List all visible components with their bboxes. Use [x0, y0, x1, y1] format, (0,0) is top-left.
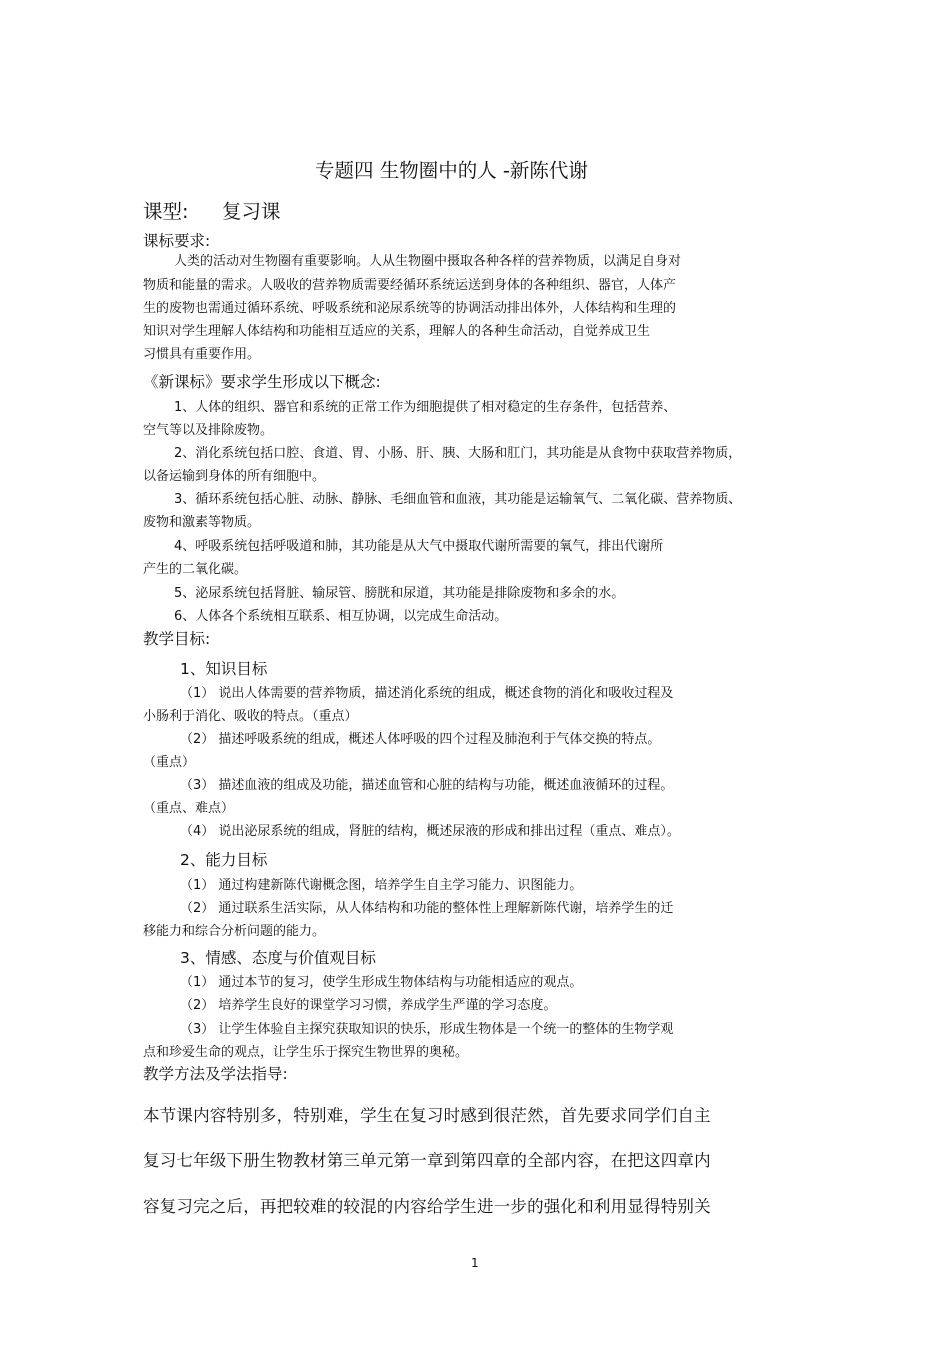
emotion-line: （2） 培养学生良好的课堂学习习惯，养成学生严谨的学习态度。 — [180, 998, 557, 1013]
methods-line: 复习七年级下册生物教材第三单元第一章到第四章的全部内容，在把这四章内 — [143, 1151, 711, 1170]
concept-line: 2、消化系统包括口腔、食道、胃、小肠、肝、胰、大肠和肛门，其功能是从食物中获取营养物质， — [174, 446, 742, 461]
concept-line: 产生的二氧化碳。 — [143, 562, 248, 577]
methods-heading: 教学方法及学法指导: — [143, 1065, 288, 1083]
ability-line: （2） 通过联系生活实际，从人体结构和功能的整体性上理解新陈代谢，培养学生的迁 — [180, 901, 674, 916]
knowledge-line: （重点） — [143, 755, 196, 770]
document-title: 专题四 生物圈中的人 -新陈代谢 — [315, 159, 588, 182]
course-type-label: 课型: — [143, 200, 189, 223]
knowledge-line: （2） 描述呼吸系统的组成，概述人体呼吸的四个过程及肺泡利于气体交换的特点。 — [180, 732, 661, 747]
emotion-line: （3） 让学生体验自主探究获取知识的快乐，形成生物体是一个统一的整体的生物学观 — [180, 1022, 674, 1037]
standards-heading: 课标要求: — [143, 232, 211, 250]
concept-line: 废物和激素等物质。 — [143, 515, 261, 530]
concept-line: 空气等以及排除废物。 — [143, 423, 274, 438]
emotion-heading: 3、情感、态度与价值观目标 — [180, 949, 376, 967]
standards-line: 生的废物也需通过循环系统、呼吸系统和泌尿系统等的协调活动排出体外，人体结构和生理的 — [143, 301, 677, 316]
ability-line: 移能力和综合分析问题的能力。 — [143, 924, 326, 939]
ability-line: （1） 通过构建新陈代谢概念图，培养学生自主学习能力、识图能力。 — [180, 878, 583, 893]
standards-line: 习惯具有重要作用。 — [143, 347, 261, 362]
concept-line: 5、泌尿系统包括肾脏、输尿管、膀胱和尿道，其功能是排除废物和多余的水。 — [174, 586, 625, 601]
concepts-heading: 《新课标》要求学生形成以下概念: — [143, 373, 381, 391]
knowledge-line: （4） 说出泌尿系统的组成，肾脏的结构，概述尿液的形成和排出过程（重点、难点）。 — [180, 824, 680, 839]
knowledge-line: （1） 说出人体需要的营养物质，描述消化系统的组成，概述食物的消化和吸收过程及 — [180, 686, 674, 701]
concept-line: 1、人体的组织、器官和系统的正常工作为细胞提供了相对稳定的生存条件，包括营养、 — [174, 400, 677, 415]
concept-line: 6、人体各个系统相互联系、相互协调，以完成生命活动。 — [174, 609, 508, 624]
ability-heading: 2、能力目标 — [180, 851, 268, 869]
concept-line: 以备运输到身体的所有细胞中。 — [143, 469, 326, 484]
standards-line: 知识对学生理解人体结构和功能相互适应的关系，理解人的各种生命活动，自觉养成卫生 — [143, 324, 651, 339]
emotion-line: 点和珍爱生命的观点，让学生乐于探究生物世界的奥秘。 — [143, 1045, 469, 1060]
methods-line: 本节课内容特别多，特别难，学生在复习时感到很茫然，首先要求同学们自主 — [143, 1106, 711, 1125]
page-number: 1 — [471, 1256, 479, 1270]
course-type-value: 复习课 — [222, 200, 281, 223]
knowledge-heading: 1、知识目标 — [180, 660, 268, 678]
concept-line: 3、循环系统包括心脏、动脉、静脉、毛细血管和血液，其功能是运输氧气、二氧化碳、营养物质、 — [174, 492, 742, 507]
methods-line: 容复习完之后，再把较难的较混的内容给学生进一步的强化和利用显得特别关 — [143, 1197, 711, 1216]
knowledge-line: （重点、难点） — [143, 801, 235, 816]
emotion-line: （1） 通过本节的复习，使学生形成生物体结构与功能相适应的观点。 — [180, 975, 583, 990]
objectives-heading: 教学目标: — [143, 630, 211, 648]
concept-line: 4、呼吸系统包括呼吸道和肺，其功能是从大气中摄取代谢所需要的氧气，排出代谢所 — [174, 539, 664, 554]
knowledge-line: （3） 描述血液的组成及功能，描述血管和心脏的结构与功能，概述血液循环的过程。 — [180, 778, 674, 793]
standards-line: 人类的活动对生物圈有重要影响。人从生物圈中摄取各种各样的营养物质，以满足自身对 — [174, 254, 682, 269]
knowledge-line: 小肠利于消化、吸收的特点。（重点） — [143, 709, 358, 724]
standards-line: 物质和能量的需求。人吸收的营养物质需要经循环系统运送到身体的各种组织、器官，人体产 — [143, 278, 677, 293]
